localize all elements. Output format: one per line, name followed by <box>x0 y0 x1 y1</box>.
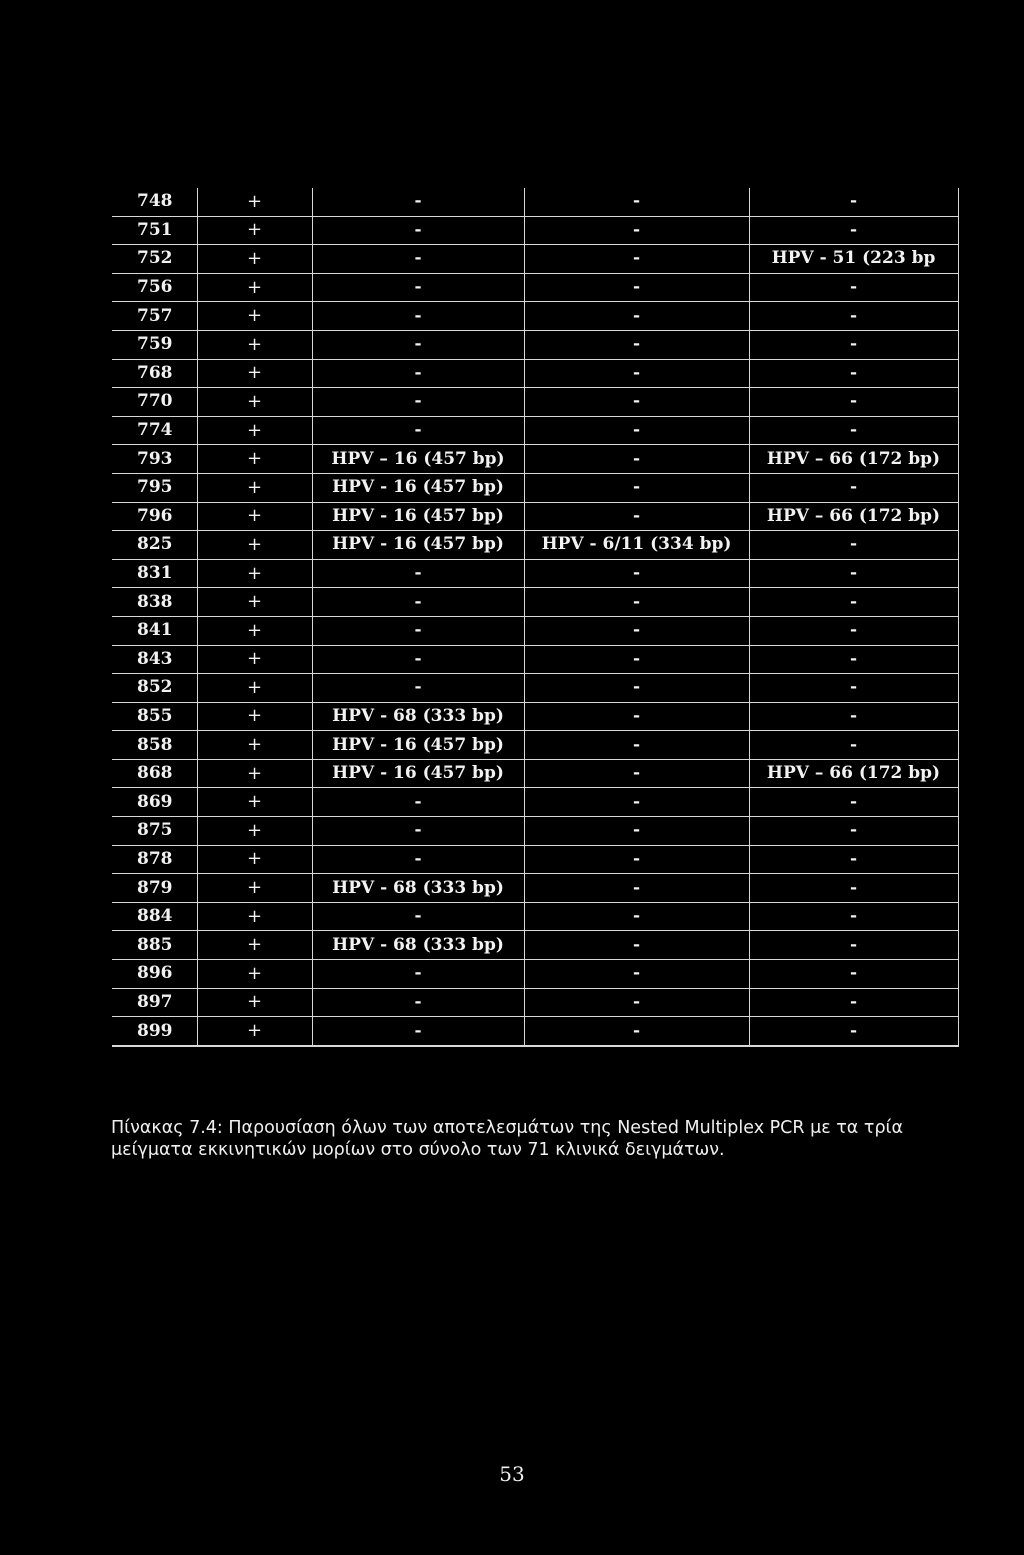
table-row <box>112 330 958 359</box>
table-row <box>112 445 958 474</box>
hpv-6-11-result-cell: - <box>524 302 749 331</box>
hpv-16-68-result-cell: - <box>312 588 524 617</box>
positive-result-cell: + <box>197 931 312 960</box>
hpv-16-68-result-cell: - <box>312 188 524 216</box>
hpv-16-68-result-cell: - <box>312 359 524 388</box>
sample-id-cell: 885 <box>112 931 197 960</box>
sample-id-cell: 768 <box>112 359 197 388</box>
hpv-51-66-result-cell: - <box>749 845 958 874</box>
table-row <box>112 731 958 760</box>
table-row <box>112 645 958 674</box>
hpv-6-11-result-cell: - <box>524 445 749 474</box>
sample-id-cell: 869 <box>112 788 197 817</box>
positive-result-cell: + <box>197 502 312 531</box>
hpv-16-68-result-cell: HPV - 16 (457 bp) <box>312 531 524 560</box>
hpv-51-66-result-cell: - <box>749 1017 958 1046</box>
table-row <box>112 817 958 846</box>
results-table-body <box>112 188 958 1046</box>
table-row <box>112 273 958 302</box>
page-number: 53 <box>499 1462 525 1486</box>
hpv-6-11-result-cell: - <box>524 616 749 645</box>
sample-id-cell: 899 <box>112 1017 197 1046</box>
sample-id-cell: 796 <box>112 502 197 531</box>
sample-id-cell: 774 <box>112 416 197 445</box>
table-row <box>112 845 958 874</box>
table-row <box>112 702 958 731</box>
sample-id-cell: 752 <box>112 245 197 274</box>
sample-id-cell: 852 <box>112 674 197 703</box>
sample-id-cell: 795 <box>112 473 197 502</box>
sample-id-cell: 879 <box>112 874 197 903</box>
sample-id-cell: 831 <box>112 559 197 588</box>
hpv-51-66-result-cell: - <box>749 416 958 445</box>
hpv-51-66-result-cell: - <box>749 473 958 502</box>
hpv-6-11-result-cell: - <box>524 788 749 817</box>
positive-result-cell: + <box>197 902 312 931</box>
positive-result-cell: + <box>197 588 312 617</box>
positive-result-cell: + <box>197 245 312 274</box>
hpv-6-11-result-cell: - <box>524 759 749 788</box>
hpv-51-66-result-cell: - <box>749 960 958 989</box>
hpv-51-66-result-cell: - <box>749 702 958 731</box>
hpv-51-66-result-cell: - <box>749 388 958 417</box>
hpv-51-66-result-cell: - <box>749 359 958 388</box>
hpv-51-66-result-cell: HPV – 66 (172 bp) <box>749 759 958 788</box>
hpv-6-11-result-cell: - <box>524 817 749 846</box>
hpv-51-66-result-cell: HPV – 66 (172 bp) <box>749 502 958 531</box>
table-row <box>112 559 958 588</box>
positive-result-cell: + <box>197 216 312 245</box>
hpv-6-11-result-cell: - <box>524 1017 749 1046</box>
hpv-51-66-result-cell: - <box>749 216 958 245</box>
positive-result-cell: + <box>197 531 312 560</box>
table-row <box>112 1017 958 1046</box>
hpv-51-66-result-cell: - <box>749 330 958 359</box>
table-row <box>112 502 958 531</box>
table-row <box>112 216 958 245</box>
hpv-6-11-result-cell: - <box>524 674 749 703</box>
positive-result-cell: + <box>197 817 312 846</box>
hpv-51-66-result-cell: - <box>749 188 958 216</box>
hpv-16-68-result-cell: - <box>312 645 524 674</box>
sample-id-cell: 897 <box>112 988 197 1017</box>
hpv-16-68-result-cell: HPV - 16 (457 bp) <box>312 731 524 760</box>
sample-id-cell: 878 <box>112 845 197 874</box>
table-row <box>112 416 958 445</box>
hpv-6-11-result-cell: - <box>524 902 749 931</box>
hpv-6-11-result-cell: - <box>524 273 749 302</box>
positive-result-cell: + <box>197 674 312 703</box>
hpv-6-11-result-cell: - <box>524 559 749 588</box>
table-row <box>112 874 958 903</box>
hpv-6-11-result-cell: - <box>524 388 749 417</box>
hpv-6-11-result-cell: HPV - 6/11 (334 bp) <box>524 531 749 560</box>
positive-result-cell: + <box>197 302 312 331</box>
hpv-6-11-result-cell: - <box>524 416 749 445</box>
hpv-6-11-result-cell: - <box>524 588 749 617</box>
hpv-16-68-result-cell: - <box>312 273 524 302</box>
hpv-51-66-result-cell: - <box>749 645 958 674</box>
hpv-16-68-result-cell: - <box>312 388 524 417</box>
table-row <box>112 988 958 1017</box>
hpv-51-66-result-cell: - <box>749 531 958 560</box>
positive-result-cell: + <box>197 273 312 302</box>
hpv-51-66-result-cell: - <box>749 616 958 645</box>
hpv-51-66-result-cell: - <box>749 302 958 331</box>
hpv-16-68-result-cell: - <box>312 988 524 1017</box>
table-row <box>112 588 958 617</box>
hpv-16-68-result-cell: HPV - 16 (457 bp) <box>312 759 524 788</box>
table-row <box>112 902 958 931</box>
table-row <box>112 531 958 560</box>
hpv-51-66-result-cell: HPV - 51 (223 bp <box>749 245 958 274</box>
hpv-6-11-result-cell: - <box>524 188 749 216</box>
hpv-6-11-result-cell: - <box>524 931 749 960</box>
hpv-6-11-result-cell: - <box>524 702 749 731</box>
sample-id-cell: 868 <box>112 759 197 788</box>
hpv-16-68-result-cell: HPV - 16 (457 bp) <box>312 473 524 502</box>
hpv-16-68-result-cell: - <box>312 788 524 817</box>
sample-id-cell: 757 <box>112 302 197 331</box>
hpv-6-11-result-cell: - <box>524 473 749 502</box>
hpv-16-68-result-cell: - <box>312 616 524 645</box>
hpv-16-68-result-cell: - <box>312 1017 524 1046</box>
table-row <box>112 616 958 645</box>
positive-result-cell: + <box>197 473 312 502</box>
hpv-16-68-result-cell: - <box>312 960 524 989</box>
positive-result-cell: + <box>197 388 312 417</box>
hpv-6-11-result-cell: - <box>524 245 749 274</box>
hpv-6-11-result-cell: - <box>524 645 749 674</box>
positive-result-cell: + <box>197 330 312 359</box>
hpv-51-66-result-cell: - <box>749 817 958 846</box>
hpv-6-11-result-cell: - <box>524 988 749 1017</box>
hpv-16-68-result-cell: HPV - 68 (333 bp) <box>312 702 524 731</box>
hpv-51-66-result-cell: - <box>749 874 958 903</box>
hpv-16-68-result-cell: - <box>312 674 524 703</box>
hpv-16-68-result-cell: - <box>312 302 524 331</box>
positive-result-cell: + <box>197 616 312 645</box>
sample-id-cell: 825 <box>112 531 197 560</box>
hpv-6-11-result-cell: - <box>524 960 749 989</box>
sample-id-cell: 858 <box>112 731 197 760</box>
table-row <box>112 245 958 274</box>
hpv-16-68-result-cell: HPV – 16 (457 bp) <box>312 445 524 474</box>
hpv-16-68-result-cell: - <box>312 845 524 874</box>
positive-result-cell: + <box>197 359 312 388</box>
hpv-6-11-result-cell: - <box>524 216 749 245</box>
table-row <box>112 674 958 703</box>
hpv-51-66-result-cell: - <box>749 559 958 588</box>
table-row <box>112 302 958 331</box>
positive-result-cell: + <box>197 445 312 474</box>
table-row <box>112 473 958 502</box>
table-row <box>112 359 958 388</box>
hpv-51-66-result-cell: - <box>749 731 958 760</box>
positive-result-cell: + <box>197 1017 312 1046</box>
sample-id-cell: 843 <box>112 645 197 674</box>
table-row <box>112 388 958 417</box>
hpv-16-68-result-cell: - <box>312 416 524 445</box>
hpv-6-11-result-cell: - <box>524 731 749 760</box>
sample-id-cell: 855 <box>112 702 197 731</box>
hpv-51-66-result-cell: - <box>749 788 958 817</box>
hpv-51-66-result-cell: - <box>749 273 958 302</box>
sample-id-cell: 793 <box>112 445 197 474</box>
hpv-16-68-result-cell: HPV - 68 (333 bp) <box>312 931 524 960</box>
positive-result-cell: + <box>197 645 312 674</box>
results-table <box>112 188 959 1047</box>
hpv-51-66-result-cell: - <box>749 588 958 617</box>
positive-result-cell: + <box>197 845 312 874</box>
positive-result-cell: + <box>197 960 312 989</box>
hpv-16-68-result-cell: - <box>312 817 524 846</box>
positive-result-cell: + <box>197 559 312 588</box>
sample-id-cell: 875 <box>112 817 197 846</box>
hpv-51-66-result-cell: - <box>749 902 958 931</box>
hpv-51-66-result-cell: - <box>749 931 958 960</box>
sample-id-cell: 838 <box>112 588 197 617</box>
sample-id-cell: 756 <box>112 273 197 302</box>
hpv-16-68-result-cell: - <box>312 245 524 274</box>
hpv-16-68-result-cell: HPV - 68 (333 bp) <box>312 874 524 903</box>
positive-result-cell: + <box>197 788 312 817</box>
sample-id-cell: 884 <box>112 902 197 931</box>
positive-result-cell: + <box>197 759 312 788</box>
hpv-6-11-result-cell: - <box>524 845 749 874</box>
table-row <box>112 960 958 989</box>
sample-id-cell: 748 <box>112 188 197 216</box>
hpv-51-66-result-cell: HPV – 66 (172 bp) <box>749 445 958 474</box>
positive-result-cell: + <box>197 416 312 445</box>
hpv-6-11-result-cell: - <box>524 359 749 388</box>
sample-id-cell: 770 <box>112 388 197 417</box>
positive-result-cell: + <box>197 988 312 1017</box>
positive-result-cell: + <box>197 874 312 903</box>
table-caption: Πίνακας 7.4: Παρουσίαση όλων των αποτελεσμάτων της Nested Multiplex PCR με τα τρία μείγματα εκκινητικών μορίων στο σύνολο των 71 κλινικά δειγμάτων. <box>111 1118 904 1160</box>
sample-id-cell: 841 <box>112 616 197 645</box>
table-row <box>112 788 958 817</box>
positive-result-cell: + <box>197 188 312 216</box>
table-row <box>112 931 958 960</box>
positive-result-cell: + <box>197 702 312 731</box>
table-row <box>112 759 958 788</box>
hpv-6-11-result-cell: - <box>524 502 749 531</box>
hpv-6-11-result-cell: - <box>524 874 749 903</box>
positive-result-cell: + <box>197 731 312 760</box>
hpv-51-66-result-cell: - <box>749 988 958 1017</box>
sample-id-cell: 896 <box>112 960 197 989</box>
sample-id-cell: 751 <box>112 216 197 245</box>
hpv-16-68-result-cell: - <box>312 902 524 931</box>
hpv-6-11-result-cell: - <box>524 330 749 359</box>
table-row <box>112 188 958 216</box>
hpv-16-68-result-cell: - <box>312 330 524 359</box>
hpv-16-68-result-cell: - <box>312 559 524 588</box>
hpv-51-66-result-cell: - <box>749 674 958 703</box>
hpv-16-68-result-cell: HPV - 16 (457 bp) <box>312 502 524 531</box>
sample-id-cell: 759 <box>112 330 197 359</box>
hpv-16-68-result-cell: - <box>312 216 524 245</box>
